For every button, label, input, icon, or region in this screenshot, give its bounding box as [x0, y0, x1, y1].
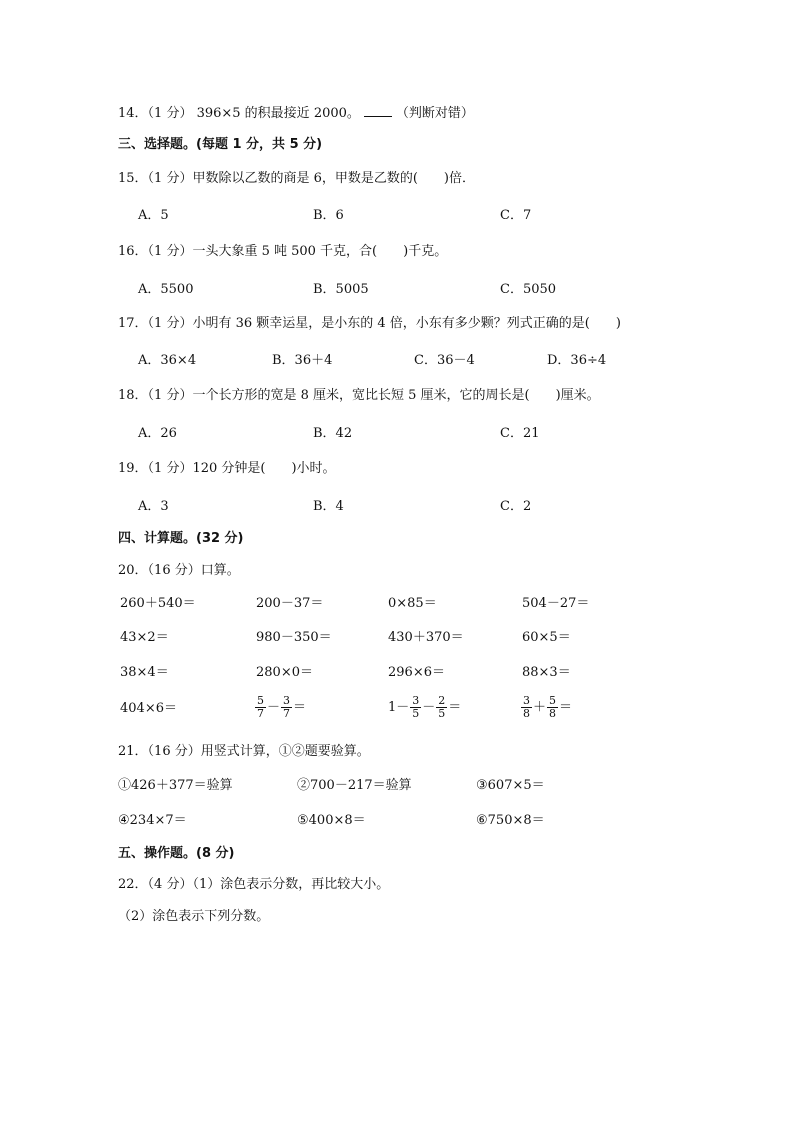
calc-item: ②700－217＝验算 — [297, 778, 412, 793]
numerator: 2 — [438, 694, 446, 707]
fraction — [547, 695, 558, 720]
option-a[interactable]: A．26 — [138, 426, 177, 441]
calc-item: 0×85＝ — [388, 596, 437, 611]
question-14-suffix: （判断对错） — [395, 106, 474, 121]
denominator: 8 — [523, 707, 530, 720]
option-a[interactable]: A．3 — [138, 499, 169, 514]
calc-item: ④234×7＝ — [118, 813, 187, 828]
option-a[interactable]: A．5 — [138, 208, 169, 223]
question-18: 18．（1 分）一个长方形的宽是 8 厘米，宽比长短 5 厘米，它的周长是( )厘米。 — [118, 388, 600, 403]
equals: ＝ — [293, 700, 307, 715]
question-21: 21．（16 分）用竖式计算，①②题要验算。 — [118, 744, 370, 759]
option-a[interactable]: A．5500 — [138, 282, 194, 297]
numerator: 5 — [549, 694, 557, 707]
denominator: 5 — [438, 707, 446, 720]
calc-item: 88×3＝ — [522, 665, 571, 680]
denominator: 7 — [257, 707, 264, 720]
prefix: 1－ — [388, 700, 410, 715]
question-22-part-2: （2）涂色表示下列分数。 — [118, 909, 270, 924]
operator: － — [422, 700, 436, 715]
calc-item: 280×0＝ — [256, 665, 313, 680]
fraction — [521, 695, 532, 720]
calc-item: 200－37＝ — [256, 596, 324, 611]
question-19: 19．（1 分）120 分钟是( )小时。 — [118, 461, 336, 476]
fraction — [281, 695, 292, 720]
option-c[interactable]: C．21 — [500, 426, 540, 441]
question-20: 20．（16 分）口算。 — [118, 563, 240, 578]
question-16: 16．（1 分）一头大象重 5 吨 500 千克，合( )千克。 — [118, 244, 448, 259]
numerator: 3 — [283, 694, 291, 707]
calc-item: 43×2＝ — [120, 630, 169, 645]
option-b[interactable]: B．42 — [313, 426, 353, 441]
calc-item: ⑤400×8＝ — [297, 813, 366, 828]
question-22: 22．（4 分）（1）涂色表示分数，再比较大小。 — [118, 877, 390, 892]
operator: ＋ — [533, 700, 547, 715]
question-14-text: 14．（1 分） 396×5 的积最接近 2000。 — [118, 106, 360, 121]
equals: ＝ — [448, 700, 462, 715]
numerator: 3 — [523, 694, 530, 707]
option-c[interactable]: C．36－4 — [414, 353, 475, 368]
numerator: 3 — [412, 694, 420, 707]
calc-item: ③607×5＝ — [476, 778, 545, 793]
calc-item: ①426＋377＝验算 — [118, 778, 233, 793]
option-b[interactable]: B．4 — [313, 499, 344, 514]
fraction-expression — [388, 695, 461, 720]
answer-blank[interactable] — [364, 104, 392, 117]
fraction — [436, 695, 447, 720]
calc-item: 296×6＝ — [388, 665, 445, 680]
equals: ＝ — [559, 700, 573, 715]
operator: － — [267, 700, 281, 715]
option-a[interactable]: A．36×4 — [138, 353, 197, 368]
section-5-heading: 五、操作题。(8 分) — [118, 846, 235, 861]
fraction-expression — [520, 695, 572, 720]
option-c[interactable]: C．5050 — [500, 282, 557, 297]
option-b[interactable]: B．6 — [313, 208, 344, 223]
calc-item: 60×5＝ — [522, 630, 571, 645]
denominator: 8 — [549, 707, 557, 720]
fraction — [410, 695, 421, 720]
calc-item: 260＋540＝ — [120, 596, 196, 611]
question-15: 15．（1 分）甲数除以乙数的商是 6，甲数是乙数的( )倍． — [118, 171, 475, 186]
fraction — [255, 695, 266, 720]
calc-item: ⑥750×8＝ — [476, 813, 545, 828]
fraction-expression — [254, 695, 306, 720]
option-b[interactable]: B．5005 — [313, 282, 369, 297]
section-4-heading: 四、计算题。(32 分) — [118, 531, 244, 546]
calc-item: 430＋370＝ — [388, 630, 464, 645]
numerator: 5 — [257, 694, 264, 707]
calc-item: 980－350＝ — [256, 630, 332, 645]
option-b[interactable]: B．36＋4 — [272, 353, 333, 368]
option-c[interactable]: C．7 — [500, 208, 532, 223]
section-3-heading: 三、选择题。(每题 1 分，共 5 分) — [118, 137, 323, 152]
denominator: 7 — [283, 707, 291, 720]
denominator: 5 — [412, 707, 420, 720]
calc-item: 38×4＝ — [120, 665, 169, 680]
option-d[interactable]: D．36÷4 — [547, 353, 607, 368]
question-17: 17．（1 分）小明有 36 颗幸运星，是小东的 4 倍，小东有多少颗？列式正确的是( ) — [118, 316, 621, 331]
calc-item: 404×6＝ — [120, 701, 177, 716]
question-14 — [118, 104, 474, 123]
calc-item: 504－27＝ — [522, 596, 590, 611]
option-c[interactable]: C．2 — [500, 499, 532, 514]
